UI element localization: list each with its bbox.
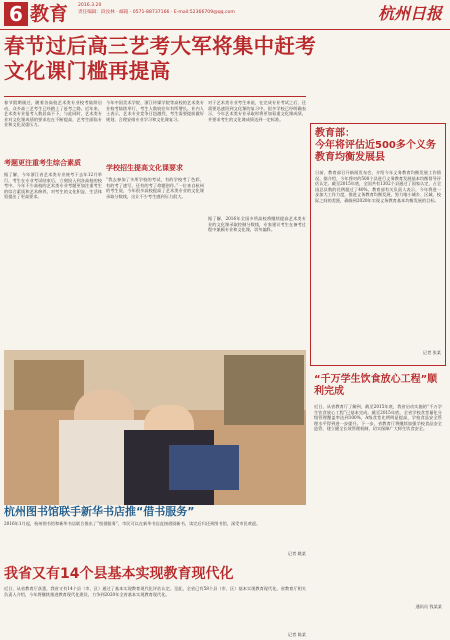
photo-caption: 杭州图书馆联手新华书店推“借书服务” (4, 505, 195, 518)
lead-col3-text2: 据了解，2016年全国多所高校将继续提高艺术类专业的文化课录取控制分数线，专家建议考生在备考过程中兼顾专业和文化课，切勿偏科。 (208, 216, 306, 233)
lead-headline-line2: 文化课门槛再提高 (4, 59, 171, 83)
lead-subhead-2: 学校招生提高文化课要求 (106, 164, 183, 172)
lead-col2-text2: “我去参加了多所学校的考试，有的学校考了色彩，有的考了速写，还有的考了命题创作。”一位来自杭州的考生说，今年很多高校提高了艺术类专业的文化课录取分数线，这让不少考生感到压力很大。 (106, 177, 204, 199)
sidebar-kicker: 教育部： (315, 128, 355, 139)
sidebar-text: 日前，教育部召开新闻发布会，介绍今年义务教育均衡发展工作情况。据介绍，今年将对约500个县进行义务教育发展基本均衡督导评估认定。截至2015年底，全国共有1302个县通过了国家认定，占全国总县数的比例超过了40%。教育部有关负责人表示，今年将进一步加大工作力度，推进义务教育均衡发展，努力缩小城乡、区域、校际之间的差距，确保到2020年实现义务教育基本均衡发展的目标。 (315, 170, 441, 203)
sidebar2-box (310, 370, 446, 632)
sidebar2-author: 通讯员 钱某某 (415, 604, 442, 609)
sidebar-headline: 今年将评估近500多个义务教育均衡发展县 (315, 140, 436, 163)
story2-author: 记者 陈某 (287, 632, 306, 637)
story2-headline: 我省又有14个县基本实现教育现代化 (4, 566, 234, 582)
newspaper-brand: 杭州日报 (377, 4, 442, 23)
divider (4, 96, 306, 97)
sidebar-box (310, 123, 446, 366)
sidebar2-headline: “千万学生饮食放心工程”顺利完成 (314, 374, 438, 397)
photo-text: 2016年1月起，杭州图书馆和新华书店联合推出了“悦借服务”，市民可以在新华书店直接借阅新书，读完后归还到图书馆，深受市民欢迎。 (4, 521, 261, 526)
page-header (0, 0, 450, 30)
page-number: 6 (4, 2, 28, 26)
lead-subhead-1: 考题更注重考生综合素质 (4, 159, 81, 167)
lead-column-3 (208, 100, 306, 345)
date-line: 2016.3.20 (78, 3, 102, 8)
lead-col1-text: 春节假期刚过，随着各高校艺术类专业校考陆续启动，众多高三艺考生已经踏上了赶考之路。近年来，艺术类专业报考人数居高不下，与此同时，艺术类专业对文化课成绩的要求也在不断提高，艺考生面临专业和文化双重压力。 (4, 100, 102, 128)
sidebar-author: 记者 张某 (422, 350, 441, 355)
story2-text: 近日，从省教育厅获悉，我省又有14个县（市、区）通过了基本实现教育现代化评估认定。至此，全省已有58个县（市、区）基本实现教育现代化。省教育厅相关负责人介绍，今年将继续推进教育现代化建设，力争到2020年全省基本实现教育现代化。 (4, 586, 306, 597)
news-photo (4, 350, 306, 505)
photo-credit: 记者 姚某 (287, 551, 306, 556)
header-meta (78, 3, 308, 16)
lead-col3-text: 对于艺术类专业考生来说，在完成专业考试之后，还需要迅速回到文化课的复习中。很多学校已经明确表示，今年艺术类专业录取时将更加看重文化课成绩，并要求考生的文化课成绩达到一定标准。 (208, 100, 306, 122)
library-photo-image (4, 350, 306, 505)
lead-col2-text: 今年中国美术学院、浙江传媒学院等高校的艺术类专业校考陆续举行，考生人数较往年有所增长。业内人士表示，艺术专业竞争日趋激烈，考生需要提前做好规划，合理安排专业学习和文化课复习。 (106, 100, 204, 122)
lead-headline-line1: 春节过后高三艺考大军将集中赶考 (4, 34, 316, 58)
section-title: 教育 (30, 3, 69, 25)
lead-column-2 (106, 100, 204, 345)
edition-line: 责任编辑：段汝林 · 邮箱 · 0571-88737166 · E-mail:52366709@qq.com (78, 9, 235, 15)
sidebar2-text: 近日，从省教育厅了解到，截至2015年底，我省启动实施的“千万学生饮食放心工程”已基本完成。截至2015年底，全省学校食堂量化分级管理覆盖率达到100%，A级食堂比例明显提高，学校食品安全管理水平得到进一步提升。下一步，省教育厅将继续加强学校食品安全监管，建立健全长效管理机制，切实保障广大师生饮食安全。 (314, 404, 442, 432)
lead-headline (4, 34, 446, 84)
lead-column-1 (4, 100, 102, 345)
lead-col1-text2: 据了解，今年浙江省艺术类专业统考于去年12月举行，考生在专业考试结束后，立刻投入到各高校的校考中。今年不少高校的艺术类专业考题更加注重考生的综合素质和艺术修养，对考生的文化积淀、生活体验提出了更高要求。 (4, 172, 102, 200)
